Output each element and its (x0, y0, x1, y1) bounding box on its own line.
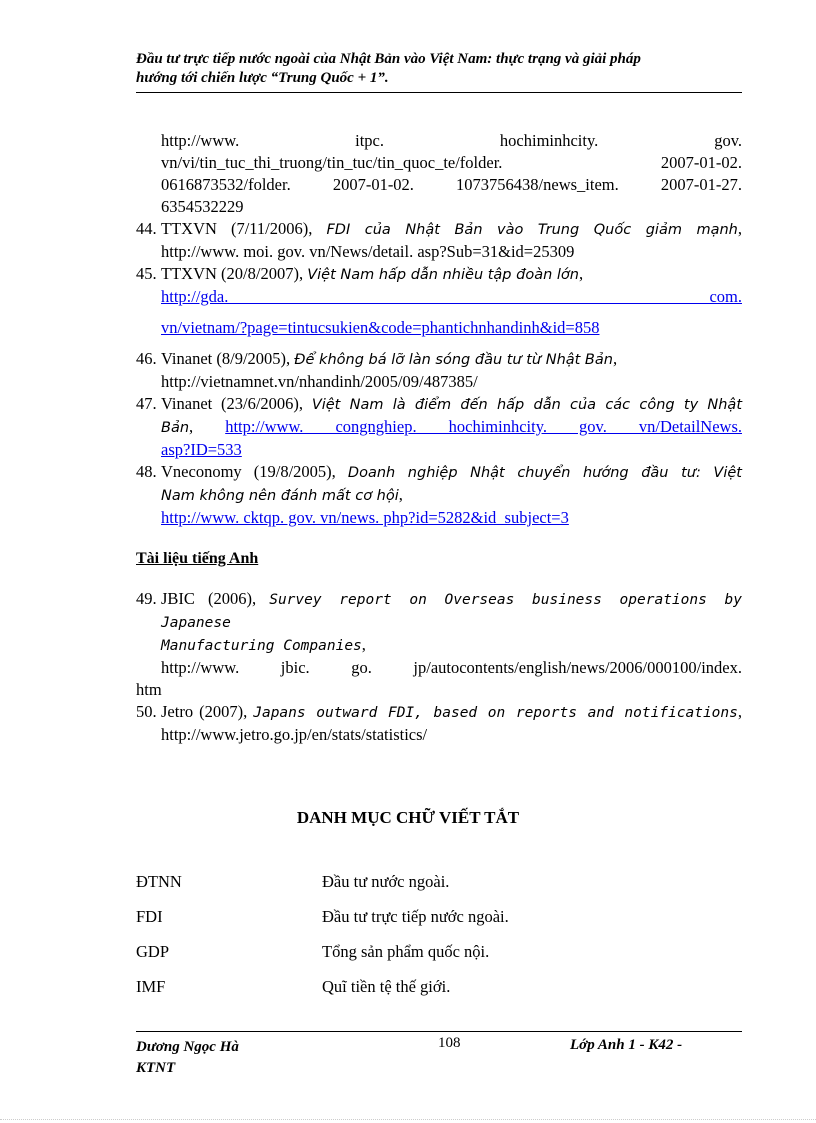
reference-source: TTXVN (20/8/2007), (161, 264, 308, 283)
reference-citation-cont (161, 416, 742, 439)
footer-author (136, 1037, 239, 1079)
reference-item-50 (136, 701, 742, 746)
reference-citation (161, 588, 742, 634)
abbreviation-key: ĐTNN (136, 872, 182, 891)
url-line: 0616873532/folder. 2007-01-02. 1073756438/news_item. 2007-01-27. (161, 175, 742, 194)
reference-source: Jetro (2007), (161, 702, 254, 721)
reference-number: 45. (136, 264, 157, 283)
reference-item-49 (136, 588, 742, 679)
author-department: KTNT (136, 1060, 176, 1076)
punctuation: , (189, 417, 226, 436)
reference-number: 46. (136, 349, 157, 368)
reference-item-44 (136, 218, 742, 263)
abbreviation-row (136, 907, 742, 942)
reference-number: 44. (136, 219, 157, 238)
abbreviation-row (136, 977, 742, 1012)
reference-list (136, 130, 742, 746)
abbreviation-key: FDI (136, 907, 163, 926)
abbreviation-row (136, 942, 742, 977)
reference-citation-cont (161, 634, 742, 657)
reference-url-wrap: htm (136, 680, 162, 699)
footer-class: Lớp Anh 1 - K42 - (570, 1037, 683, 1053)
running-header (136, 50, 742, 88)
punctuation: , (398, 485, 403, 504)
reference-title: FDI của Nhật Bản vào Trung Quốc giảm mạnh (326, 222, 738, 238)
reference-item-48 (136, 461, 742, 529)
abbreviations-title: DANH MỤC CHỮ VIẾT TẮT (296, 808, 520, 827)
punctuation: , (578, 264, 584, 283)
footer-rule (136, 1031, 742, 1032)
reference-item-45 (136, 263, 742, 339)
page-bottom-border (0, 1119, 816, 1120)
reference-link[interactable]: http://www. cktqp. gov. vn/news. php?id=5282&id_subject=3 (161, 508, 569, 527)
reference-url: http://vietnamnet.vn/nhandinh/2005/09/487385/ (161, 372, 478, 391)
reference-url: http://www.jetro.go.jp/en/stats/statistics/ (161, 725, 428, 744)
reference-source: Vinanet (8/9/2005), (161, 349, 295, 368)
reference-title-cont: Nam không nên đánh mất cơ hội (161, 488, 399, 504)
punctuation: , (737, 702, 742, 721)
url-line: 6354532229 (161, 197, 244, 216)
reference-title: Việt Nam là điểm đến hấp dẫn của các công ty Nhật (311, 397, 742, 413)
abbreviation-value: Đầu tư nước ngoài. (322, 872, 450, 891)
reference-citation (161, 218, 742, 241)
reference-citation (161, 263, 742, 286)
reference-title-cont: Manufacturing Companies (161, 638, 362, 654)
section-title-english-references: Tài liệu tiếng Anh (136, 550, 259, 567)
reference-source: Vneconomy (19/8/2005), (161, 462, 348, 481)
abbreviation-value: Tổng sản phẩm quốc nội. (322, 942, 490, 961)
reference-title: Japans outward FDI, based on reports and notifications (253, 705, 738, 721)
page-number: 108 (438, 1035, 461, 1051)
url-line: http://www. itpc. hochiminhcity. gov. (161, 131, 742, 150)
reference-source: Vinanet (23/6/2006), (161, 394, 312, 413)
reference-number: 47. (136, 394, 157, 413)
reference-citation (161, 348, 742, 371)
reference-title: Việt Nam hấp dẫn nhiều tập đoàn lớn (307, 267, 579, 283)
reference-item-46 (136, 348, 742, 393)
reference-url: http://www. moi. gov. vn/News/detail. asp?Sub=31&id=25309 (161, 242, 575, 261)
reference-number: 50. (136, 702, 157, 721)
abbreviation-value: Đầu tư trực tiếp nước ngoài. (322, 907, 509, 926)
header-rule (136, 92, 742, 93)
reference-link[interactable]: http://www. congnghiep. hochiminhcity. gov. vn/DetailNews. (225, 417, 742, 436)
reference-number: 48. (136, 462, 157, 481)
reference-number: 49. (136, 589, 157, 608)
url-line: vn/vi/tin_tuc_thi_truong/tin_tuc/tin_quoc_te/folder. 2007-01-02. (161, 153, 742, 172)
punctuation: , (612, 349, 618, 368)
punctuation: , (361, 635, 366, 654)
header-line-2: hướng tới chiến lược “Trung Quốc + 1”. (136, 70, 389, 86)
header-line-1: Đầu tư trực tiếp nước ngoài của Nhật Bản vào Việt Nam: thực trạng và giải pháp (136, 51, 641, 67)
reference-source: TTXVN (7/11/2006), (161, 219, 327, 238)
reference-citation-cont (161, 484, 742, 507)
abbreviations-table (136, 872, 742, 1012)
reference-continuation (136, 130, 742, 218)
reference-title: Doanh nghiệp Nhật chuyển hướng đầu tư: Việt (347, 465, 742, 481)
reference-citation (161, 701, 742, 724)
abbreviation-key: IMF (136, 977, 166, 996)
reference-title: Survey report on Overseas business operations by Japanese (161, 592, 742, 631)
author-name: Dương Ngọc Hà (136, 1039, 239, 1055)
reference-link[interactable]: http://gda. com. (161, 287, 742, 306)
abbreviation-value: Quĩ tiền tệ thế giới. (322, 977, 451, 996)
abbreviation-key: GDP (136, 942, 170, 961)
reference-citation (161, 461, 742, 484)
section-heading (136, 547, 742, 570)
abbreviation-row (136, 872, 742, 907)
reference-item-47 (136, 393, 742, 461)
reference-link[interactable]: vn/vietnam/?page=tintucsukien&code=phantichnhandinh&id=858 (161, 318, 600, 337)
reference-source: JBIC (2006), (161, 589, 270, 608)
reference-title-cont: Bản (161, 420, 190, 436)
reference-link[interactable]: asp?ID=533 (161, 440, 242, 459)
reference-url: http://www. jbic. go. jp/autocontents/english/news/2006/000100/index. (161, 658, 742, 677)
reference-title: Để không bá lỡ làn sóng đầu tư từ Nhật Bản (294, 352, 613, 368)
punctuation: , (737, 219, 743, 238)
reference-citation (161, 393, 742, 416)
